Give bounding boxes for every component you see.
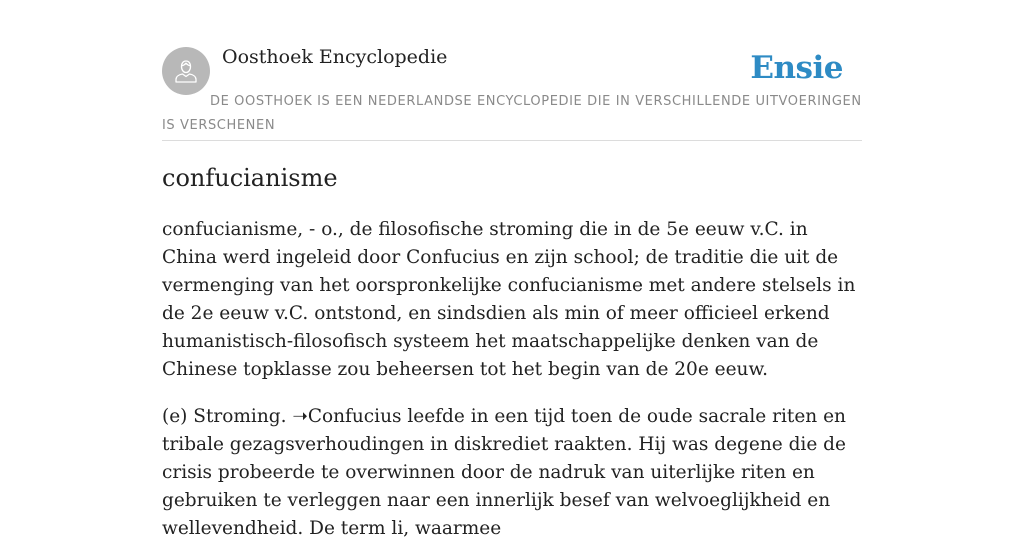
user-icon (171, 56, 201, 86)
site-name-link[interactable]: Oosthoek Encyclopedie (222, 46, 448, 68)
article-paragraph: confucianisme, - o., de filosofische stroming die in de 5e eeuw v.C. in China werd ingeleid door Confucius en zijn school; de traditie die uit de vermenging van het oorspronkelijke confucianisme met andere stelsels in de 2e eeuw v.C. ontstond, en sindsdien als min of meer officieel erkend humanistisch-filosofisch systeem het maatschappelijke denken van de Chinese topklasse zou beheersen tot het begin van de 20e eeuw. (162, 219, 856, 380)
site-tagline: DE OOSTHOEK IS EEN NEDERLANDSE ENCYCLOPEDIE DIE IN VERSCHILLENDE UITVOERINGEN IS VERSCHENEN (162, 94, 862, 133)
article-paragraph: (e) Stroming. ➝Confucius leefde in een tijd toen de oude sacrale riten en tribale gezagsverhoudingen in diskrediet raakten. Hij was degene die de crisis probeerde te overwinnen door de nadruk van uiterlijke riten en gebruiken te verleggen naar een innerlijk besef van welvoeglijkheid en wellevendheid. De term li, waarmee (162, 406, 846, 539)
article-title: confucianisme (162, 164, 338, 192)
brand-logo-link[interactable]: Ensie (750, 50, 843, 86)
site-header (162, 44, 862, 141)
author-avatar[interactable] (162, 47, 210, 95)
article (162, 160, 862, 543)
